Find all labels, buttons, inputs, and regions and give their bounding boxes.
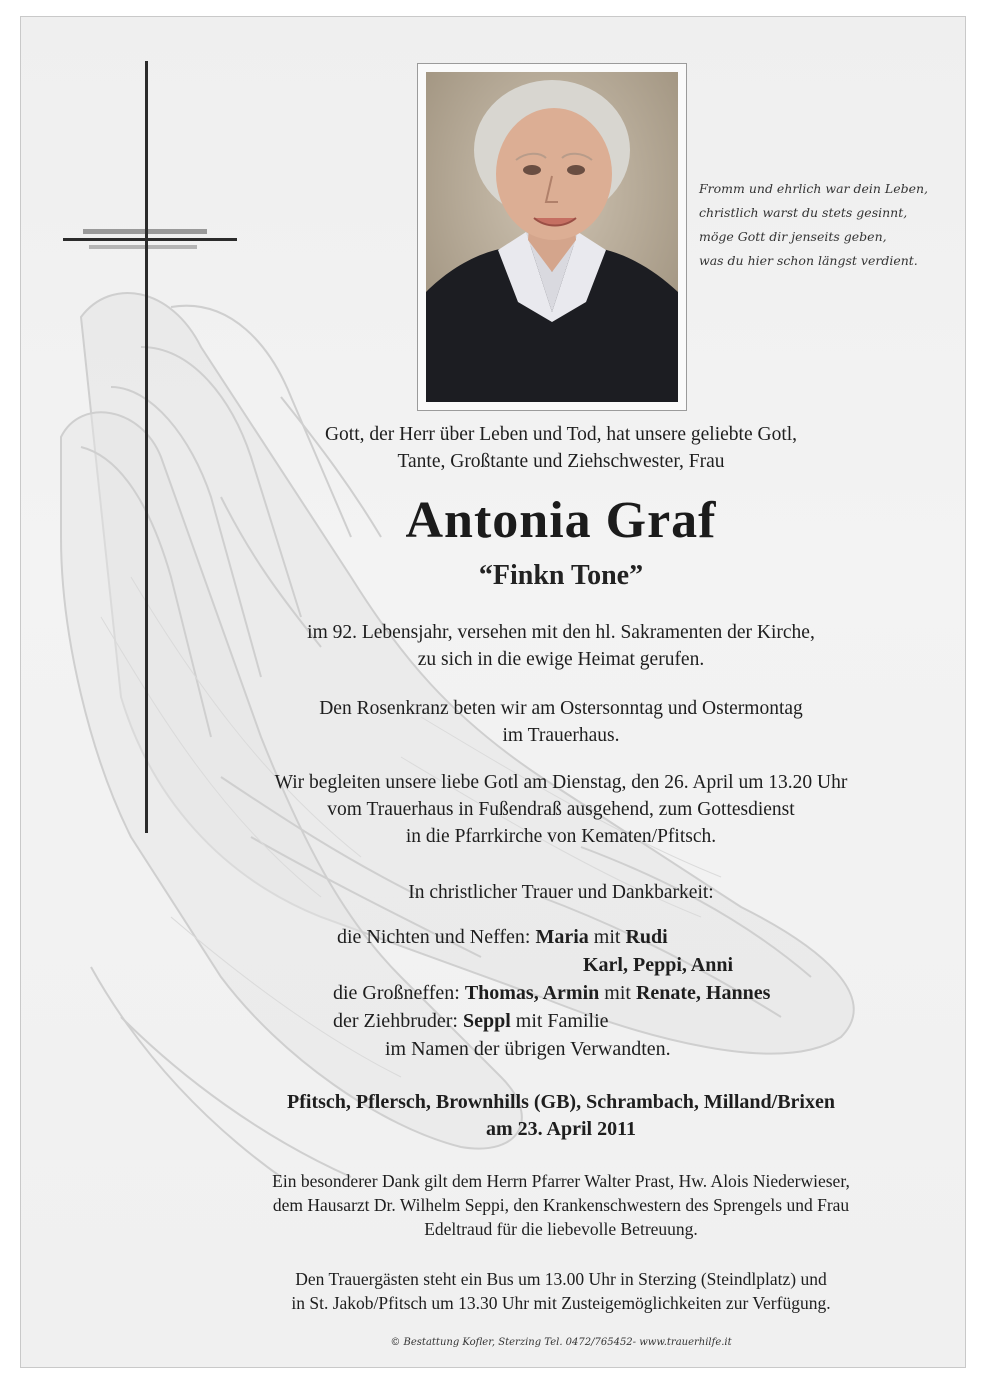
verse-line: was du hier schon längst verdient. <box>699 253 918 268</box>
footer-credit: © Bestattung Kofler, Sterzing Tel. 0472/765452- www.trauerhilfe.it <box>390 1337 732 1348</box>
funeral-line: Wir begleiten unsere liebe Gotl am Dienstag, den 26. April um 13.20 Uhr <box>274 772 848 793</box>
bus-line: in St. Jakob/Pfitsch um 13.30 Uhr mit Zusteigemöglichkeiten zur Verfügung. <box>291 1293 831 1313</box>
obituary-card <box>20 16 966 1368</box>
mourners-others: im Namen der übrigen Verwandten. <box>385 1038 671 1060</box>
mourning-intro: In christlicher Trauer und Dankbarkeit: <box>408 882 714 903</box>
deceased-nickname: “Finkn Tone” <box>478 560 644 591</box>
memorial-verse <box>699 177 961 273</box>
portrait-photo <box>426 72 678 402</box>
cross-shadow-bar-lower <box>89 245 197 249</box>
bus-line: Den Trauergästen steht ein Bus um 13.00 Uhr in Sterzing (Steindlplatz) und <box>295 1269 827 1289</box>
verse-line: Fromm und ehrlich war dein Leben, <box>699 181 929 196</box>
mourner-name: Rudi <box>625 926 668 948</box>
verse-line: christlich warst du stets gesinnt, <box>699 205 908 220</box>
passing-line: zu sich in die ewige Heimat gerufen. <box>417 649 705 670</box>
bus-info <box>171 1267 951 1315</box>
places-line: Pfitsch, Pflersch, Brownhills (GB), Schrambach, Milland/Brixen <box>287 1091 835 1113</box>
mourners-foster-row <box>333 1007 609 1035</box>
mourner-name: Seppl <box>462 1010 511 1032</box>
mourner-names: Thomas, Armin <box>464 982 600 1004</box>
portrait-frame <box>417 63 687 411</box>
rosary-line: Den Rosenkranz beten wir am Ostersonntag und Ostermontag <box>319 698 803 719</box>
announcement-intro <box>171 421 951 475</box>
place-date <box>171 1089 951 1143</box>
thanks-line: Ein besonderer Dank gilt dem Herrn Pfarrer Walter Prast, Hw. Alois Niederwieser, <box>272 1171 850 1191</box>
mourner-connector: mit <box>593 926 621 948</box>
grandnephews-label: die Großneffen: <box>333 982 460 1004</box>
nieces-label: die Nichten und Neffen: <box>337 926 531 948</box>
rosary-text <box>171 695 951 749</box>
mourner-names: Renate, Hannes <box>635 982 771 1004</box>
mourners-nieces-row <box>337 923 668 951</box>
intro-line: Tante, Großtante und Ziehschwester, Frau <box>397 451 725 472</box>
foster-label: der Ziehbruder: <box>333 1010 458 1032</box>
date-line: am 23. April 2011 <box>485 1118 636 1140</box>
thanks-line: dem Hausarzt Dr. Wilhelm Seppi, den Krankenschwestern des Sprengels und Frau <box>272 1195 850 1215</box>
funeral-text <box>171 769 951 850</box>
funeral-line: in die Pfarrkirche von Kematen/Pfitsch. <box>405 826 717 847</box>
rosary-line: im Trauerhaus. <box>502 725 620 746</box>
cross-horizontal-beam <box>63 238 237 241</box>
verse-line: möge Gott dir jenseits geben, <box>699 229 887 244</box>
mourner-name: Maria <box>535 926 589 948</box>
passing-line: im 92. Lebensjahr, versehen mit den hl. Sakramenten der Kirche, <box>307 622 815 643</box>
deceased-name: Antonia Graf <box>405 492 717 549</box>
thanks-text <box>171 1169 951 1241</box>
passing-text <box>171 619 951 673</box>
funeral-line: vom Trauerhaus in Fußendraß ausgehend, zum Gottesdienst <box>327 799 795 820</box>
mourners-nieces-row2 <box>583 951 733 979</box>
cross-vertical-beam <box>145 61 148 833</box>
intro-line: Gott, der Herr über Leben und Tod, hat unsere geliebte Gotl, <box>324 424 798 445</box>
thanks-line: Edeltraud für die liebevolle Betreuung. <box>424 1219 698 1239</box>
mourner-connector: mit <box>604 982 631 1004</box>
mourners-grandnephews-row <box>333 979 770 1007</box>
foster-rest: mit Familie <box>515 1010 609 1032</box>
mourner-names: Karl, Peppi, Anni <box>583 954 734 976</box>
